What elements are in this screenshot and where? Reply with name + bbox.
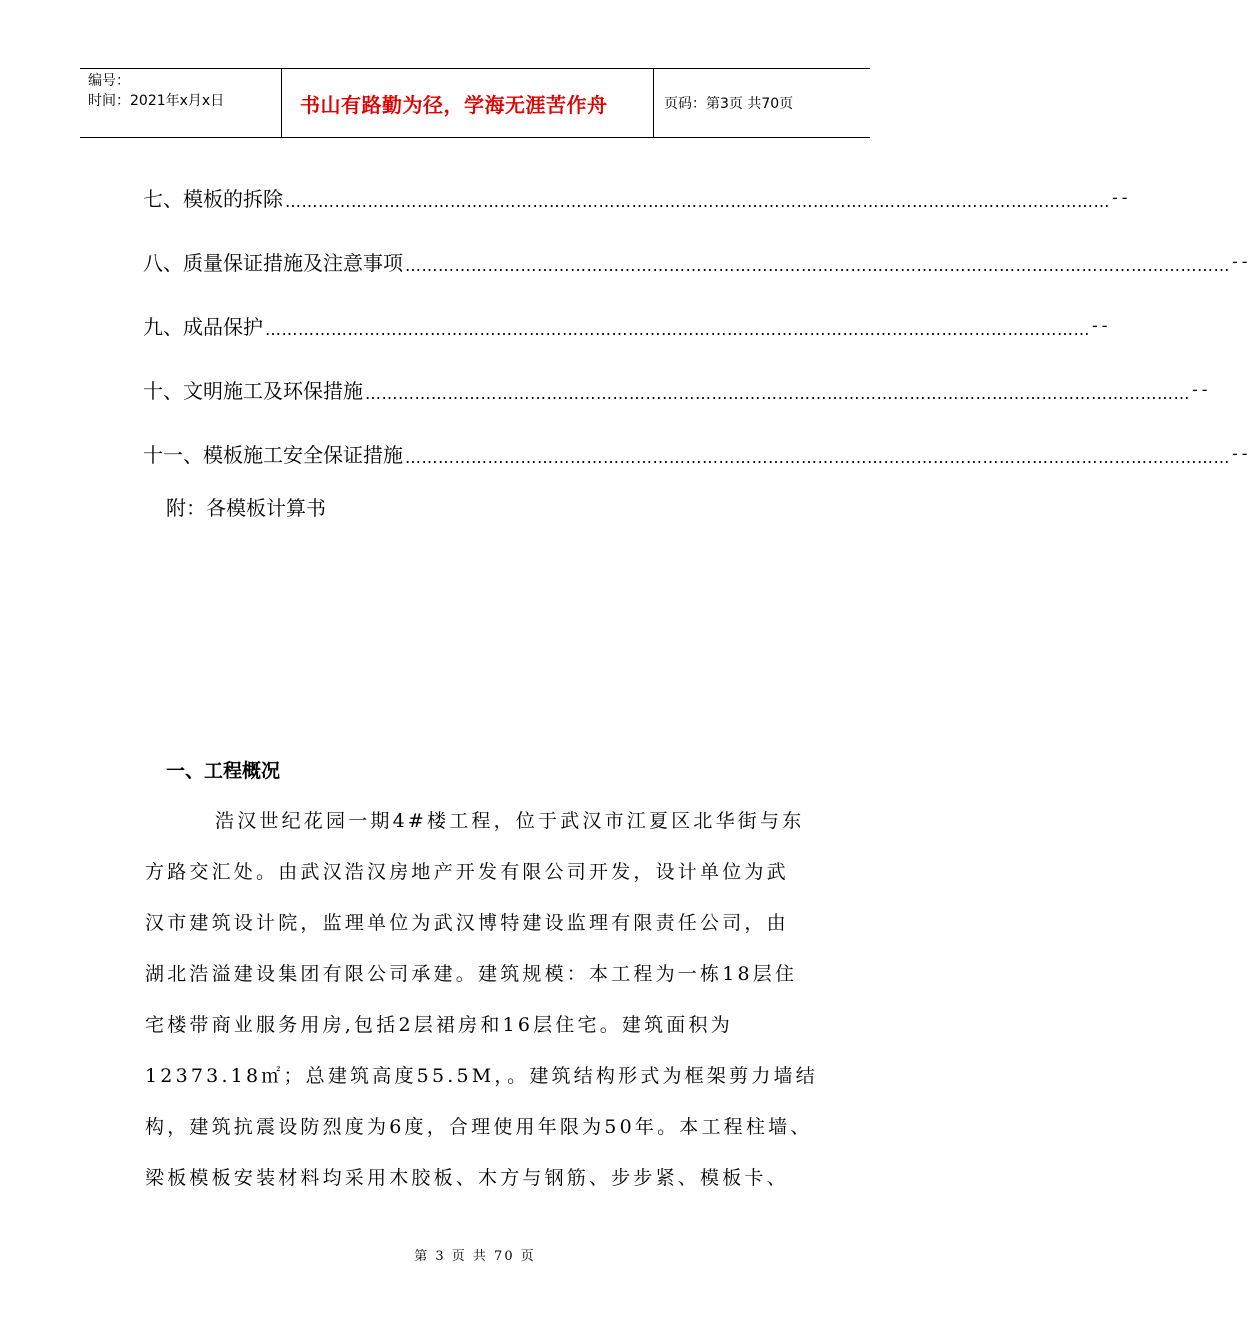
toc-item[interactable] [143,165,1132,229]
toc-item-page: -- [1232,251,1252,271]
header-page-info: 页码：第3页 共70页 [664,96,794,112]
toc-item-page: -- [1112,187,1132,207]
header-motto: 书山有路勤为径，学海无涯苦作舟 [282,69,654,137]
body-line: 方路交汇处。由武汉浩汉房地产开发有限公司开发，设计单位为武 [145,861,789,883]
toc-appendix[interactable]: 附：各模板计算书 [166,496,326,520]
body-line: 宅楼带商业服务用房,包括2层裙房和16层住宅。建筑面积为 [145,1014,733,1036]
toc-item-page: -- [1092,315,1112,335]
toc-item-label: 十、文明施工及环保措施 [143,378,363,403]
toc-item-label: 九、成品保护 [143,314,263,339]
section-body [145,796,825,1204]
toc-item-page: -- [1192,379,1212,399]
toc-leader-dots: …………………………………………………………………………………………………………………………………… [285,191,1110,211]
section-title: 一、工程概况 [166,760,281,782]
body-line: 梁板模板安装材料均采用木胶板、木方与钢筋、步步紧、模板卡、 [145,1167,789,1189]
body-line: 浩汉世纪花园一期4#楼工程，位于武汉市江夏区北华街与东 [215,810,805,832]
toc-item[interactable] [143,293,1112,357]
toc-item-label: 八、质量保证措施及注意事项 [143,250,403,275]
body-line: 12373.18㎡；总建筑高度55.5M，。建筑结构形式为框架剪力墙结 [145,1065,818,1087]
toc-item[interactable] [143,229,1252,293]
toc-leader-dots: …………………………………………………………………………………………………………………………………… [405,255,1230,275]
number-label: 编号： [88,73,130,89]
body-line: 湖北浩溢建设集团有限公司承建。建筑规模：本工程为一栋18层住 [145,963,798,985]
body-line: 汉市建筑设计院，监理单位为武汉博特建设监理有限责任公司，由 [145,912,789,934]
body-line: 构，建筑抗震设防烈度为6度，合理使用年限为50年。本工程柱墙、 [145,1116,813,1138]
time-label: 时间：2021年x月x日 [88,93,225,109]
header-meta [80,69,282,137]
toc-item-label: 七、模板的拆除 [143,186,283,211]
table-of-contents [143,165,1252,485]
toc-item[interactable] [143,421,1252,485]
toc-leader-dots: …………………………………………………………………………………………………………………………………… [365,383,1190,403]
toc-item-page: -- [1232,443,1252,463]
toc-item-label: 十一、模板施工安全保证措施 [143,442,403,467]
toc-leader-dots: …………………………………………………………………………………………………………………………………… [265,319,1090,339]
page-header [80,68,870,138]
toc-item[interactable] [143,357,1212,421]
toc-leader-dots: …………………………………………………………………………………………………………………………………… [405,447,1230,467]
page-footer: 第 3 页 共 70 页 [414,1249,536,1264]
